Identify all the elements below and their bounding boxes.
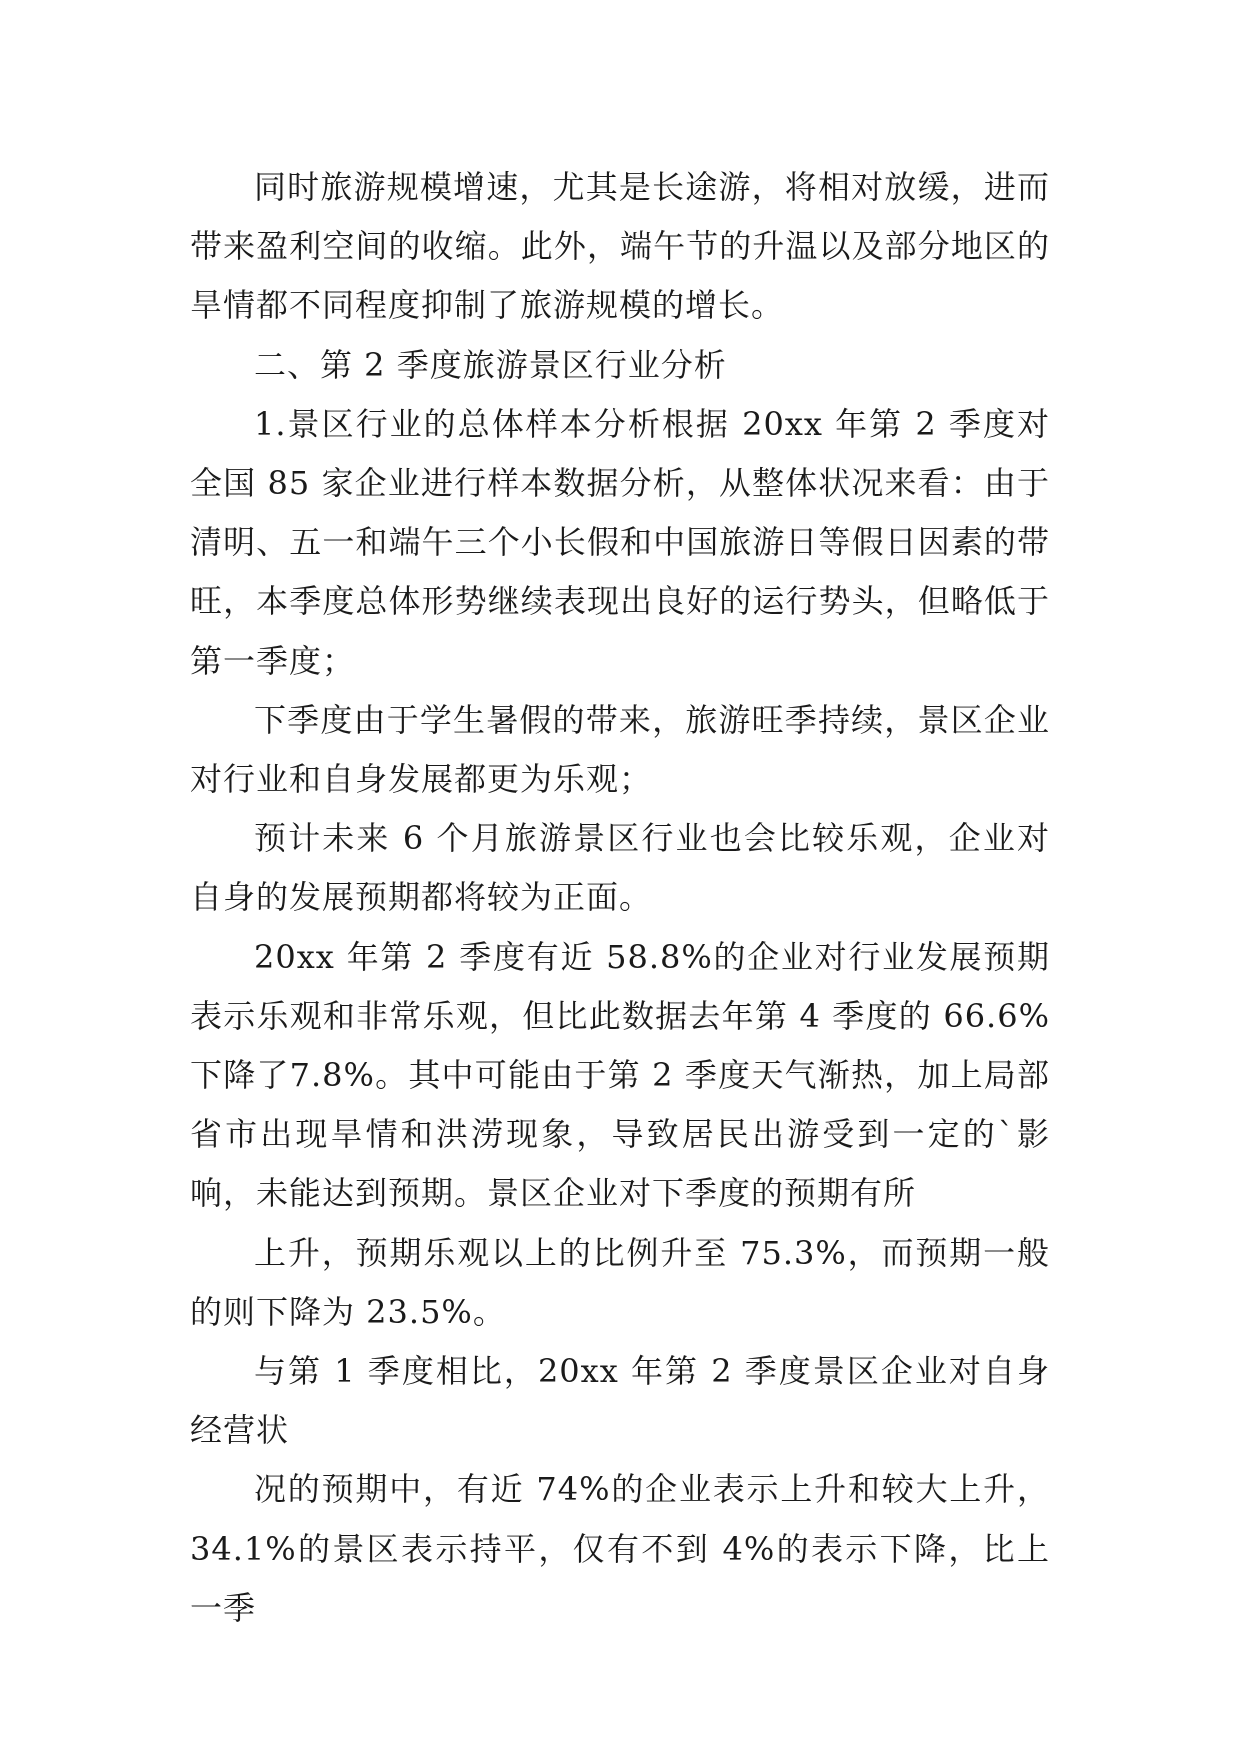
paragraph-2: 1.景区行业的总体样本分析根据 20xx 年第 2 季度对全国 85 家企业进行样本数据分析，从整体状况来看：由于清明、五一和端午三个小长假和中国旅游日等假日因素的带旺，本季度总体形势继续表现出良好的运行势头，但略低于第一季度；: [190, 404, 1050, 680]
paragraph-6: 上升，预期乐观以上的比例升至 75.3%，而预期一般的则下降为 23.5%。: [190, 1233, 1050, 1331]
document-body: [190, 158, 1050, 1638]
section-heading: 二、第 2 季度旅游景区行业分析: [254, 345, 727, 384]
paragraph-8: 况的预期中，有近 74%的企业表示上升和较大上升，34.1%的景区表示持平，仅有不到 4%的表示下降，比上一季: [190, 1470, 1050, 1627]
paragraph-5: 20xx 年第 2 季度有近 58.8%的企业对行业发展预期表示乐观和非常乐观，但比此数据去年第 4 季度的 66.6%下降了7.8%。其中可能由于第 2 季度天气渐热，加上局部省市出现旱情和洪涝现象，导致居民出游受到一定的`影响，未能达到预期。景区企业对下季度的预期有所: [190, 937, 1050, 1213]
paragraph-4: 预计未来 6 个月旅游景区行业也会比较乐观，企业对自身的发展预期都将较为正面。: [190, 819, 1050, 917]
paragraph-7: 与第 1 季度相比，20xx 年第 2 季度景区企业对自身经营状: [190, 1352, 1050, 1450]
paragraph-1: 同时旅游规模增速，尤其是长途游，将相对放缓，进而带来盈利空间的收缩。此外，端午节的升温以及部分地区的旱情都不同程度抑制了旅游规模的增长。: [190, 168, 1050, 325]
paragraph-3: 下季度由于学生暑假的带来，旅游旺季持续，景区企业对行业和自身发展都更为乐观；: [190, 700, 1050, 799]
